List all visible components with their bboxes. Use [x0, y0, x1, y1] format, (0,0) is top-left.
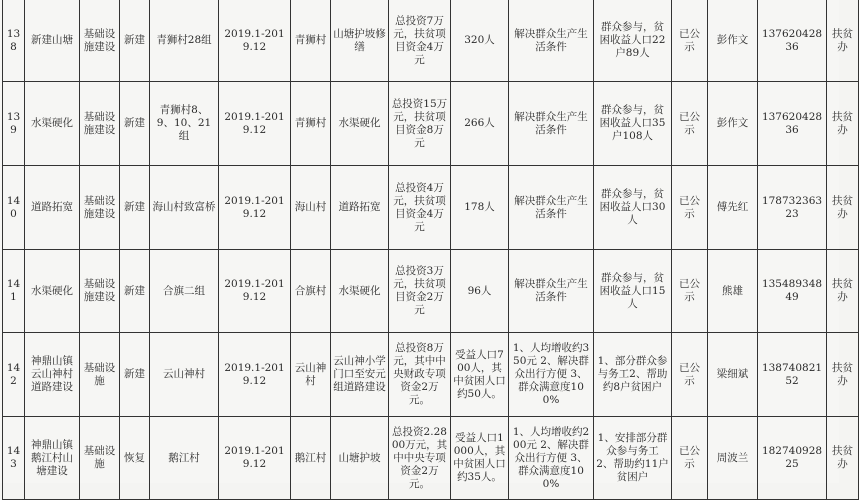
contact-phone: 17873236323 [758, 166, 827, 250]
funding-info: 总投资3万元，扶贫项目资金2万元 [389, 250, 451, 333]
construction-type: 新建 [120, 82, 150, 166]
project-name: 神鼎山镇鹅江村山塘建设 [25, 417, 80, 500]
contact-person: 彭作文 [708, 82, 758, 166]
benefit-mechanism: 群众参与，贫困收益人口35户108人 [594, 82, 672, 166]
project-period: 2019.1-2019.12 [219, 333, 291, 417]
project-table [2, 0, 859, 500]
village-name: 云山神村 [291, 333, 331, 417]
project-location: 青狮村8、9、10、21组 [150, 82, 219, 166]
construction-type: 新建 [120, 166, 150, 250]
responsible-dept: 扶贫办 [827, 166, 859, 250]
contact-person: 傅先红 [708, 166, 758, 250]
project-location: 海山村致富桥 [150, 166, 219, 250]
project-goal: 解决群众生产生活条件 [509, 82, 594, 166]
table-row [3, 333, 859, 417]
project-content: 水渠硬化 [331, 82, 389, 166]
beneficiary-count: 178人 [451, 166, 509, 250]
project-name: 新建山塘 [25, 0, 80, 82]
responsible-dept: 扶贫办 [827, 250, 859, 333]
beneficiary-count: 96人 [451, 250, 509, 333]
publicity-status: 已公示 [672, 0, 708, 82]
contact-phone: 13762042836 [758, 0, 827, 82]
project-content: 山塘护坡修缮 [331, 0, 389, 82]
row-number: 143 [3, 417, 25, 500]
responsible-dept: 扶贫办 [827, 0, 859, 82]
project-location: 合旗二组 [150, 250, 219, 333]
project-location: 鹅江村 [150, 417, 219, 500]
beneficiary-count: 320人 [451, 0, 509, 82]
project-period: 2019.1-2019.12 [219, 82, 291, 166]
project-period: 2019.1-2019.12 [219, 166, 291, 250]
funding-info: 总投资15万元，扶贫项目资金8万元 [389, 82, 451, 166]
publicity-status: 已公示 [672, 82, 708, 166]
project-period: 2019.1-2019.12 [219, 250, 291, 333]
benefit-mechanism: 1、安排部分群众参与务工 2、帮助约11户贫困户 [594, 417, 672, 500]
contact-phone: 18274092825 [758, 417, 827, 500]
project-content: 山塘护坡 [331, 417, 389, 500]
table-row [3, 0, 859, 82]
table-row [3, 250, 859, 333]
project-content: 云山神小学门口至安元组道路建设 [331, 333, 389, 417]
construction-type: 新建 [120, 250, 150, 333]
contact-person: 周波兰 [708, 417, 758, 500]
funding-info: 总投资4万元，扶贫项目资金4万元 [389, 166, 451, 250]
table-body [3, 0, 859, 500]
project-name: 水渠硬化 [25, 82, 80, 166]
project-goal: 1、人均增收约200元 2、解决群众出行方便 3、群众满意度100% [509, 417, 594, 500]
responsible-dept: 扶贫办 [827, 417, 859, 500]
contact-phone: 13548934849 [758, 250, 827, 333]
village-name: 青狮村 [291, 0, 331, 82]
project-period: 2019.1-2019.12 [219, 0, 291, 82]
benefit-mechanism: 群众参与，贫困收益人口22户89人 [594, 0, 672, 82]
benefit-mechanism: 群众参与，贫困收益人口15人 [594, 250, 672, 333]
contact-phone: 13874082152 [758, 333, 827, 417]
table-row [3, 82, 859, 166]
funding-info: 总投资7万元，扶贫项目资金4万元 [389, 0, 451, 82]
publicity-status: 已公示 [672, 166, 708, 250]
row-number: 138 [3, 0, 25, 82]
contact-phone: 13762042836 [758, 82, 827, 166]
beneficiary-count: 266人 [451, 82, 509, 166]
construction-type: 新建 [120, 0, 150, 82]
beneficiary-count: 受益人口1000人，其中贫困人口约35人。 [451, 417, 509, 500]
project-goal: 解决群众生产生活条件 [509, 0, 594, 82]
table-row [3, 166, 859, 250]
row-number: 139 [3, 82, 25, 166]
project-name: 水渠硬化 [25, 250, 80, 333]
project-content: 道路拓宽 [331, 166, 389, 250]
responsible-dept: 扶贫办 [827, 333, 859, 417]
funding-info: 总投资8万元，其中中央财政专项资金2万元。 [389, 333, 451, 417]
construction-type: 新建 [120, 333, 150, 417]
contact-person: 熊雄 [708, 250, 758, 333]
project-content: 水渠硬化 [331, 250, 389, 333]
benefit-mechanism: 1、部分群众参与务工2、帮助约8户贫困户 [594, 333, 672, 417]
project-location: 青狮村28组 [150, 0, 219, 82]
project-goal: 解决群众生产生活条件 [509, 250, 594, 333]
publicity-status: 已公示 [672, 417, 708, 500]
publicity-status: 已公示 [672, 333, 708, 417]
project-category: 基础设施建设 [80, 250, 120, 333]
project-category: 基础设施建设 [80, 0, 120, 82]
project-name: 道路拓宽 [25, 166, 80, 250]
village-name: 鹅江村 [291, 417, 331, 500]
project-period: 2019.1-2019.12 [219, 417, 291, 500]
village-name: 合旗村 [291, 250, 331, 333]
row-number: 141 [3, 250, 25, 333]
project-location: 云山神村 [150, 333, 219, 417]
row-number: 142 [3, 333, 25, 417]
responsible-dept: 扶贫办 [827, 82, 859, 166]
project-category: 基础设施 [80, 333, 120, 417]
contact-person: 彭作文 [708, 0, 758, 82]
village-name: 海山村 [291, 166, 331, 250]
beneficiary-count: 受益人口700人，其中贫困人口约50人。 [451, 333, 509, 417]
project-name: 神鼎山镇云山神村道路建设 [25, 333, 80, 417]
construction-type: 恢复 [120, 417, 150, 500]
project-goal: 解决群众生产生活条件 [509, 166, 594, 250]
row-number: 140 [3, 166, 25, 250]
funding-info: 总投资2.2800万元，其中中央专项资金2万元。 [389, 417, 451, 500]
project-category: 基础设施建设 [80, 82, 120, 166]
publicity-status: 已公示 [672, 250, 708, 333]
table-row [3, 417, 859, 500]
project-category: 基础设施建设 [80, 166, 120, 250]
contact-person: 梁细斌 [708, 333, 758, 417]
benefit-mechanism: 群众参与，贫困收益人口30人 [594, 166, 672, 250]
village-name: 青狮村 [291, 82, 331, 166]
project-goal: 1、人均增收约350元 2、解决群众出行方便 3、群众满意度100% [509, 333, 594, 417]
project-category: 基础设施 [80, 417, 120, 500]
